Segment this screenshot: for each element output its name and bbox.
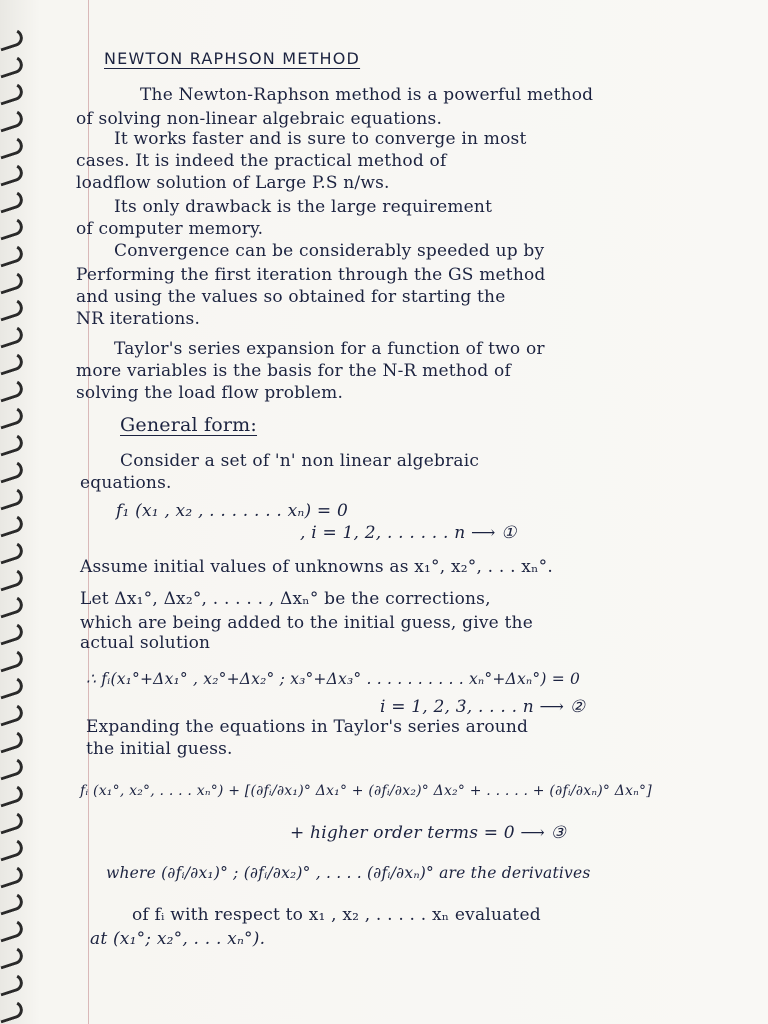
spiral-ring — [0, 702, 25, 727]
spiral-ring — [0, 756, 25, 781]
text-line: solving the load flow problem. — [76, 383, 344, 403]
text-line: of fᵢ with respect to x₁ , x₂ , . . . . . xₙ evaluated — [132, 905, 541, 925]
text-line: The Newton-Raphson method is a powerful method — [140, 85, 594, 105]
spiral-ring — [0, 594, 25, 619]
text-line: Assume initial values of unknowns as x₁°, x₂°, . . . xₙ°. — [80, 557, 553, 577]
page-title: NEWTON RAPHSON METHOD — [104, 49, 361, 68]
spiral-ring — [0, 378, 25, 403]
text-line: Let Δx₁°, Δx₂°, . . . . . , Δxₙ° be the corrections, — [80, 589, 491, 609]
spiral-ring — [0, 162, 25, 187]
spiral-ring — [0, 864, 25, 889]
spiral-ring — [0, 918, 25, 943]
equation-line: + higher order terms = 0 ⟶ ③ — [290, 823, 567, 843]
text-line: more variables is the basis for the N-R method of — [76, 361, 511, 381]
spiral-ring — [0, 675, 25, 700]
text-line: of solving non-linear algebraic equations. — [76, 109, 443, 129]
section-heading: General form: — [120, 414, 258, 436]
text-line: Performing the first iteration through the GS method — [76, 265, 546, 285]
equation-line: where (∂fᵢ/∂x₁)° ; (∂fᵢ/∂x₂)° , . . . . (∂fᵢ/∂xₙ)° are the derivatives — [106, 864, 591, 882]
spiral-ring — [0, 513, 25, 538]
spiral-ring — [0, 567, 25, 592]
spiral-ring — [0, 459, 25, 484]
spiral-ring — [0, 540, 25, 565]
spiral-ring — [0, 324, 25, 349]
spiral-ring — [0, 648, 25, 673]
text-line: cases. It is indeed the practical method of — [76, 151, 447, 171]
equation-line: f₁ (x₁ , x₂ , . . . . . . . xₙ) = 0 — [116, 501, 349, 521]
text-line: loadflow solution of Large P.S n/ws. — [76, 173, 390, 193]
spiral-ring — [0, 189, 25, 214]
spiral-ring — [0, 297, 25, 322]
spiral-binding — [0, 0, 28, 1024]
spiral-ring — [0, 54, 25, 79]
equation-line: ∴ fᵢ(x₁°+Δx₁° , x₂°+Δx₂° ; x₃°+Δx₃° . . . . . . . . . . xₙ°+Δxₙ°) = 0 — [86, 670, 581, 688]
text-line: NR iterations. — [76, 309, 201, 329]
spiral-ring — [0, 729, 25, 754]
spiral-ring — [0, 108, 25, 133]
text-line: which are being added to the initial guess, give the — [80, 613, 533, 633]
spiral-ring — [0, 135, 25, 160]
spiral-ring — [0, 972, 25, 997]
spiral-ring — [0, 270, 25, 295]
spiral-ring — [0, 486, 25, 511]
spiral-ring — [0, 891, 25, 916]
text-line: Its only drawback is the large requirement — [114, 197, 493, 217]
spiral-ring — [0, 837, 25, 862]
spiral-ring — [0, 810, 25, 835]
text-line: Consider a set of 'n' non linear algebraic — [120, 451, 480, 471]
text-line: and using the values so obtained for starting the — [76, 287, 506, 307]
spiral-ring — [0, 243, 25, 268]
equation-line: fᵢ (x₁°, x₂°, . . . . xₙ°) + [(∂fᵢ/∂x₁)° Δx₁° + (∂fᵢ/∂x₂)° Δx₂° + . . . . . + (∂fᵢ/∂xₙ)° Δxₙ°] — [80, 783, 652, 799]
spiral-ring — [0, 216, 25, 241]
equation-line: , i = 1, 2, . . . . . . n ⟶ ① — [300, 523, 517, 543]
spiral-ring — [0, 945, 25, 970]
equation-line: i = 1, 2, 3, . . . . n ⟶ ② — [380, 697, 586, 717]
spiral-ring — [0, 405, 25, 430]
text-line: Convergence can be considerably speeded up by — [114, 241, 545, 261]
spiral-ring — [0, 27, 25, 52]
text-line: of computer memory. — [76, 219, 264, 239]
spiral-ring — [0, 432, 25, 457]
equation-line: at (x₁°; x₂°, . . . xₙ°). — [90, 929, 266, 949]
spiral-ring — [0, 351, 25, 376]
text-line: actual solution — [80, 633, 211, 653]
text-line: equations. — [80, 473, 172, 493]
text-line: Expanding the equations in Taylor's series around — [86, 717, 529, 737]
text-line: Taylor's series expansion for a function of two or — [114, 339, 545, 359]
spiral-ring — [0, 81, 25, 106]
spiral-ring — [0, 621, 25, 646]
text-line: It works faster and is sure to converge in most — [114, 129, 527, 149]
spiral-ring — [0, 783, 25, 808]
spiral-ring — [0, 999, 25, 1024]
text-line: the initial guess. — [86, 739, 233, 759]
